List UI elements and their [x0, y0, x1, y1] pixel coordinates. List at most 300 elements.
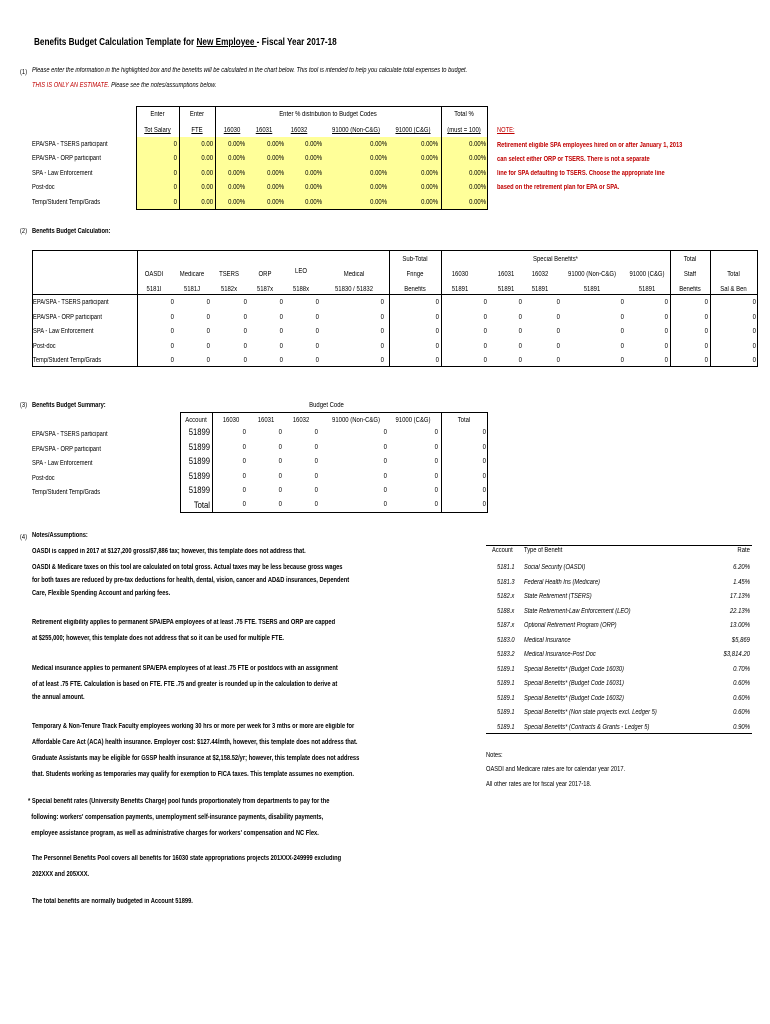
s2-cell: 0: [243, 357, 247, 364]
rate-type: State Retirement (TSERS): [524, 593, 592, 600]
s3-cell: 0: [278, 429, 282, 436]
s2-cell: 0: [243, 343, 247, 350]
notes-line: Temporary & Non-Tenure Track Faculty employees working 30 hrs or more per week for 3 mths or more are eligible for: [32, 723, 355, 730]
s3-account: 51899: [188, 442, 210, 452]
s3-cell: 0: [434, 429, 438, 436]
s3-cell: 0: [314, 444, 318, 451]
rate-value: 6.20%: [733, 564, 750, 571]
s1-percent-input: 0.00%: [267, 155, 284, 162]
page-title: [34, 37, 337, 48]
s3-border-right: [487, 412, 488, 513]
s2-cell: 0: [620, 343, 624, 350]
s3-account: 51899: [188, 427, 210, 437]
notes-line: employee assistance program, as well as administrative charges for workers' compensation and NC Flex.: [31, 830, 319, 837]
notes-line: The total benefits are normally budgeted in Account 51899.: [32, 898, 193, 905]
rates-note-2: All other rates are for fiscal year 2017-18.: [486, 781, 592, 788]
s2-cell: 0: [279, 343, 283, 350]
s3-row-label: SPA - Law Enforcement: [32, 460, 93, 467]
notes-line: following: workers' compensation payments, unemployment self-insurance payments, disability payments,: [31, 814, 324, 821]
s2-divider-label: [137, 250, 138, 367]
s2-cell: 0: [556, 328, 560, 335]
note-line-4: based on the retirement plan for EPA or SPA.: [497, 184, 620, 191]
rate-type: Social Security (OASDI): [524, 564, 586, 571]
section2-heading: Benefits Budget Calculation:: [32, 228, 111, 235]
s3-account: 51899: [188, 456, 210, 466]
s2-cell: 0: [664, 357, 668, 364]
s3-cell: 0: [383, 487, 387, 494]
s2-divider-sub: [389, 250, 390, 367]
rate-account: 5189.1: [497, 665, 515, 673]
s2-cell: 0: [752, 357, 756, 364]
s3-cell: 0: [482, 473, 486, 480]
notes-line: OASDI is capped in 2017 at $127,200 gross/$7,886 tax; however, this template does not address that.: [32, 548, 306, 555]
s2-cell: 0: [518, 343, 522, 350]
s2-header-salben2: Sal & Ben: [720, 286, 747, 293]
s1-header-must: (must = 100): [447, 127, 481, 134]
s2-cell: 0: [243, 314, 247, 321]
s3-cell: 0: [242, 444, 246, 451]
s2-cell: 0: [620, 299, 624, 306]
s2-cell: 0: [704, 328, 708, 335]
s2-header-total1: Total: [683, 256, 697, 263]
notes-paragraph-oasdi: [32, 545, 349, 600]
s2-cell: 0: [170, 299, 174, 306]
rate-account: 5188.x: [497, 607, 515, 615]
s3-total-label: Total: [193, 500, 210, 510]
s1-percent-input: 0.00%: [370, 141, 387, 148]
s2-cell: 0: [483, 328, 487, 335]
s2-header-subtotal1: Sub-Total: [402, 256, 428, 263]
s1-percent-input: 0.00%: [305, 141, 322, 148]
s1-row-label: Temp/Student Temp/Grads: [32, 199, 101, 206]
s2-cell: 0: [435, 299, 439, 306]
s3-total-cell: 0: [383, 501, 387, 508]
s2-cell: 0: [170, 343, 174, 350]
s1-percent-input: 0.00%: [267, 141, 284, 148]
rate-type: Special Benefits* (Budget Code 16032): [524, 694, 624, 702]
s2-cell: 0: [752, 343, 756, 350]
s2-cell: 0: [380, 314, 384, 321]
section4-number: (4): [20, 534, 28, 541]
s2-border-top: [32, 250, 758, 251]
title-suffix: - Fiscal Year 2017-18: [256, 37, 337, 48]
s3-cell: 0: [383, 429, 387, 436]
s2-cell: 0: [315, 328, 319, 335]
s1-percent-input: 0.00%: [370, 184, 387, 191]
rate-value: 17.13%: [729, 593, 750, 600]
s2-cell: 0: [206, 299, 210, 306]
s3-cell: 0: [242, 473, 246, 480]
s2-header-leo: LEO: [295, 268, 307, 275]
s3-cell: 0: [242, 458, 246, 465]
s2-cell: 0: [435, 314, 439, 321]
section1-number: (1): [20, 69, 28, 76]
s2-header-s-16031-code: 51891: [497, 286, 515, 293]
s3-row-label: Post-doc: [32, 475, 55, 482]
s3-header-16032: 16032: [292, 417, 310, 424]
s2-header-total3: Benefits: [679, 286, 701, 293]
rates-border-bottom: [486, 733, 752, 734]
s1-salary-input: 0: [173, 141, 177, 148]
rate-type: Special Benefits* (Budget Code 16030): [524, 665, 624, 673]
s2-cell: 0: [518, 314, 522, 321]
notes-line: the annual amount.: [32, 694, 85, 701]
rate-value: 1.45%: [733, 578, 750, 586]
s3-total-cell: 0: [434, 501, 438, 508]
s3-account: 51899: [188, 471, 210, 481]
s3-cell: 0: [434, 444, 438, 451]
title-prefix: Benefits Budget Calculation Template for: [34, 37, 197, 48]
s1-header-enter2: Enter: [189, 111, 205, 118]
s1-percent-input: 0.00%: [370, 199, 387, 206]
notes-paragraph-retirement: [32, 616, 335, 645]
notes-line: 202XXX and 205XXX.: [32, 871, 90, 878]
rate-account: 5189.1: [497, 680, 515, 687]
s2-cell: 0: [380, 328, 384, 335]
s1-header-91000-noncg: 91000 (Non-C&G): [332, 127, 380, 134]
s2-border-bottom: [32, 366, 758, 367]
s1-fte-input: 0.00: [201, 141, 213, 148]
notes-line: * Special benefit rates (University Benefits Charge) pool funds proportionately from departments to pay for the: [28, 798, 330, 805]
s1-header-16032: 16032: [290, 127, 308, 134]
s2-cell: 0: [279, 314, 283, 321]
s2-header-s-16030: 16030: [451, 271, 469, 278]
s2-header-s-16031: 16031: [497, 271, 515, 278]
s2-header-s-noncg: 91000 (Non-C&G): [568, 271, 616, 278]
notes-line: Retirement eligibility applies to permanent SPA/EPA employees of at least .75 FTE. TSERS and ORP are capped: [32, 619, 336, 626]
s1-divider-2: [215, 106, 216, 210]
s2-cell: 0: [556, 314, 560, 321]
s2-header-oasdi: OASDI: [144, 271, 164, 278]
s2-row-label: EPA/SPA - TSERS participant: [33, 299, 109, 306]
s3-cell: 0: [434, 458, 438, 465]
notes-line: Care, Flexible Spending Account and parking fees.: [32, 590, 171, 597]
s3-total-cell: 0: [278, 501, 282, 508]
s2-row-label: Post-doc: [33, 343, 56, 350]
s1-row-label: EPA/SPA - TSERS participant: [32, 141, 108, 148]
section2-number: (2): [20, 228, 28, 235]
s3-account: 51899: [188, 485, 210, 495]
s3-total-cell: 0: [314, 501, 318, 508]
s2-header-oasdi-code: 5181I: [146, 286, 162, 293]
s1-header-distribution: Enter % distribution to Budget Codes: [279, 111, 377, 118]
s2-header-s-16030-code: 51891: [451, 286, 469, 293]
s1-header-enter1: Enter: [150, 111, 165, 118]
s2-cell: 0: [170, 357, 174, 364]
s1-percent-input: 0.00%: [305, 155, 322, 162]
s3-cell: 0: [383, 473, 387, 480]
notes-paragraph-special-benefits: [28, 795, 329, 840]
s3-cell: 0: [482, 458, 486, 465]
s3-header-budget-code: Budget Code: [309, 402, 344, 409]
s1-divider-1: [179, 106, 180, 210]
s1-percent-input: 0.00%: [370, 170, 387, 177]
s2-divider-total: [670, 250, 671, 367]
section3-number: (3): [20, 402, 28, 409]
s1-total-percent: 0.00%: [469, 170, 486, 177]
s2-row-label: SPA - Law Enforcement: [33, 328, 94, 335]
s2-cell: 0: [279, 357, 283, 364]
s2-cell: 0: [518, 299, 522, 306]
s3-cell: 0: [278, 487, 282, 494]
s2-header-s-16032: 16032: [531, 271, 549, 278]
s2-cell: 0: [279, 328, 283, 335]
rate-account: 5183.0: [497, 636, 515, 644]
s2-cell: 0: [435, 328, 439, 335]
s2-cell: 0: [620, 314, 624, 321]
s3-cell: 0: [278, 458, 282, 465]
s2-cell: 0: [704, 299, 708, 306]
s2-cell: 0: [518, 357, 522, 364]
rate-type: State Retirement-Law Enforcement (LEO): [524, 607, 631, 615]
section4-heading: Notes/Assumptions:: [32, 532, 88, 539]
s3-cell: 0: [482, 487, 486, 494]
rate-type: Medical Insurance-Post Doc: [524, 651, 596, 658]
notes-line: at $255,000; however, this template does not address that so it can be used for multiple FTE.: [32, 635, 284, 642]
s2-cell: 0: [664, 328, 668, 335]
notes-line: Medical insurance applies to permanent SPA/EPA employees of at least .75 FTE or postdocs with an assignment: [32, 665, 338, 672]
notes-line: Graduate Assistants may be eligible for GSSP health insurance at $2,158.52/yr; however, this template does not address: [32, 755, 360, 762]
s1-percent-input: 0.00%: [267, 184, 284, 191]
s2-header-s-cg-code: 51891: [638, 286, 656, 293]
notes-paragraph-pool: [32, 852, 341, 881]
rate-type: Special Benefits* (Budget Code 16031): [524, 680, 624, 687]
s1-fte-input: 0.00: [201, 184, 213, 191]
estimate-warning: THIS IS ONLY AN ESTIMATE.: [32, 82, 110, 89]
s1-salary-input: 0: [173, 170, 177, 177]
s1-percent-input: 0.00%: [228, 184, 245, 191]
s1-header-91000-cg: 91000 (C&G): [395, 127, 431, 134]
s3-cell: 0: [434, 487, 438, 494]
s2-header-s-noncg-code: 51891: [583, 286, 601, 293]
s2-cell: 0: [664, 314, 668, 321]
rates-note-1: OASDI and Medicare rates are for calendar year 2017.: [486, 766, 626, 773]
s2-cell: 0: [483, 314, 487, 321]
s1-border-top: [136, 106, 488, 107]
s3-cell: 0: [482, 429, 486, 436]
s3-divider-account: [212, 412, 213, 513]
s3-row-label: EPA/SPA - ORP participant: [32, 446, 101, 453]
rate-value: $5,869: [731, 636, 750, 644]
section1-instruction: Please enter the information in the highlighted box and the benefits will be calculated in the chart below. This tool is intended to help you calculate total expenses to budget.: [32, 67, 468, 74]
s2-header-leo-code: 5188x: [292, 286, 310, 293]
s2-cell: 0: [315, 314, 319, 321]
rate-type: Federal Health Ins (Medicare): [524, 578, 600, 586]
rate-account: 5189.1: [497, 694, 515, 702]
s2-cell: 0: [556, 357, 560, 364]
s1-fte-input: 0.00: [201, 170, 213, 177]
s1-percent-input: 0.00%: [228, 199, 245, 206]
s3-divider-total: [441, 412, 442, 513]
s3-cell: 0: [383, 458, 387, 465]
s1-salary-input: 0: [173, 184, 177, 191]
s2-cell: 0: [315, 357, 319, 364]
s3-cell: 0: [242, 429, 246, 436]
s3-header-16031: 16031: [257, 417, 275, 424]
s1-percent-input: 0.00%: [228, 170, 245, 177]
rates-header-rate: Rate: [737, 547, 750, 554]
rates-header-account: Account: [492, 547, 513, 554]
s2-header-medical: Medical: [343, 271, 365, 278]
s2-header-orp: ORP: [258, 271, 272, 278]
s3-cell: 0: [314, 473, 318, 480]
s1-total-percent: 0.00%: [469, 141, 486, 148]
s2-header-salben1: Total: [727, 271, 740, 278]
notes-paragraph-account: [32, 895, 193, 908]
s2-header-tsers: TSERS: [219, 271, 239, 278]
s2-divider-special: [441, 250, 442, 367]
s2-cell: 0: [620, 328, 624, 335]
s2-cell: 0: [704, 357, 708, 364]
rates-notes-title: Notes:: [486, 752, 503, 759]
s3-header-total: Total: [457, 417, 471, 424]
rate-account: 5181.1: [497, 564, 515, 571]
notes-paragraph-temporary: [32, 720, 359, 781]
note-line-1: Retirement eligible SPA employees hired on or after January 1, 2013: [497, 142, 683, 149]
s3-header-16030: 16030: [222, 417, 240, 424]
s2-cell: 0: [483, 357, 487, 364]
s3-header-account: Account: [185, 417, 207, 424]
s1-percent-input: 0.00%: [267, 170, 284, 177]
s1-border-right: [487, 106, 488, 210]
s2-cell: 0: [170, 314, 174, 321]
s1-percent-input: 0.00%: [305, 184, 322, 191]
notes-line: that. Students working as temporaries may qualify for exemption to FICA taxes. This template assumes no exemption.: [32, 771, 354, 778]
s1-fte-input: 0.00: [201, 199, 213, 206]
s2-header-subtotal3: Benefits: [404, 286, 426, 293]
s3-cell: 0: [314, 487, 318, 494]
rate-account: 5181.3: [497, 578, 515, 586]
s2-cell: 0: [704, 343, 708, 350]
s1-fte-input: 0.00: [201, 155, 213, 162]
rate-type: Special Benefits* (Non state projects excl. Ledger 5): [524, 709, 657, 716]
s1-salary-input: 0: [173, 155, 177, 162]
rate-value: 0.60%: [733, 680, 750, 687]
rate-type: Special Benefits* (Contracts & Grants - Ledger 5): [524, 723, 650, 731]
s1-salary-input: 0: [173, 199, 177, 206]
rate-account: 5183.2: [497, 651, 515, 658]
s2-header-medical-code: 51830 / 51832: [334, 286, 374, 293]
s2-cell: 0: [380, 299, 384, 306]
s1-row-label: Post-doc: [32, 184, 55, 191]
see-notes: Please see the notes/assumptions below.: [109, 82, 217, 89]
s1-percent-input: 0.00%: [421, 141, 438, 148]
notes-line: The Personnel Benefits Pool covers all benefits for 16030 state appropriations projects 201XXX-249999 excluding: [32, 855, 342, 862]
s1-header-16030: 16030: [223, 127, 241, 134]
s3-border-left: [180, 412, 181, 513]
s2-cell: 0: [483, 299, 487, 306]
s2-cell: 0: [752, 314, 756, 321]
section1-estimate-line: [32, 81, 216, 90]
rate-type: Medical Insurance: [524, 636, 571, 644]
rate-account: 5182.x: [497, 593, 515, 600]
s2-row-label: EPA/SPA - ORP participant: [33, 314, 102, 321]
s2-cell: 0: [206, 343, 210, 350]
s2-cell: 0: [435, 343, 439, 350]
s2-cell: 0: [380, 343, 384, 350]
title-underlined: New Employee: [196, 37, 257, 48]
s2-cell: 0: [556, 299, 560, 306]
rate-account: 5189.1: [497, 723, 515, 731]
s2-header-special: Special Benefits*: [533, 256, 578, 263]
s2-border-right: [757, 250, 758, 367]
s3-cell: 0: [278, 444, 282, 451]
note-line-3: line for SPA defaulting to TSERS. Choose the appropriate line: [497, 170, 665, 177]
s1-percent-input: 0.00%: [421, 199, 438, 206]
s2-cell: 0: [664, 299, 668, 306]
s2-header-total2: Staff: [683, 271, 697, 278]
s1-divider-3: [441, 106, 442, 210]
s2-cell: 0: [483, 343, 487, 350]
s2-header-tsers-code: 5182x: [220, 286, 238, 293]
s1-percent-input: 0.00%: [305, 170, 322, 177]
s3-cell: 0: [278, 473, 282, 480]
s2-cell: 0: [380, 357, 384, 364]
s1-percent-input: 0.00%: [370, 155, 387, 162]
s1-percent-input: 0.00%: [421, 184, 438, 191]
s2-row-label: Temp/Student Temp/Grads: [33, 357, 102, 364]
s2-cell: 0: [279, 299, 283, 306]
s2-cell: 0: [704, 314, 708, 321]
s2-cell: 0: [170, 328, 174, 335]
s3-row-label: EPA/SPA - TSERS participant: [32, 431, 108, 438]
notes-line: of at least .75 FTE. Calculation is based on FTE. FTE .75 and greater is rounded up in the calculation to derive at: [32, 681, 338, 688]
s2-header-medicare-code: 5181J: [183, 286, 201, 293]
s3-cell: 0: [314, 458, 318, 465]
s2-cell: 0: [556, 343, 560, 350]
notes-line: Affordable Care Act (ACA) health insurance. Employer cost: $127.44/mth, however, this template does not address that.: [32, 739, 358, 746]
rate-value: 0.60%: [733, 709, 750, 716]
s3-cell: 0: [314, 429, 318, 436]
rate-value: 0.90%: [733, 723, 750, 731]
s2-cell: 0: [620, 357, 624, 364]
s1-percent-input: 0.00%: [305, 199, 322, 206]
s1-header-16031: 16031: [255, 127, 273, 134]
s3-cell: 0: [482, 444, 486, 451]
s2-header-s-16032-code: 51891: [531, 286, 549, 293]
s2-cell: 0: [752, 328, 756, 335]
s1-percent-input: 0.00%: [267, 199, 284, 206]
s1-header-total: Total %: [454, 111, 474, 118]
s1-row-label: SPA - Law Enforcement: [32, 170, 93, 177]
s3-total-cell: 0: [242, 501, 246, 508]
section3-heading: Benefits Budget Summary:: [32, 402, 106, 409]
s2-cell: 0: [518, 328, 522, 335]
rate-value: 0.60%: [733, 694, 750, 702]
s2-cell: 0: [752, 299, 756, 306]
s3-header-91000-cg: 91000 (C&G): [395, 417, 431, 424]
rate-value: 22.13%: [729, 607, 750, 615]
s2-cell: 0: [206, 357, 210, 364]
s3-header-91000-noncg: 91000 (Non-C&G): [332, 417, 380, 424]
s1-percent-input: 0.00%: [421, 170, 438, 177]
notes-paragraph-medical: [32, 662, 338, 704]
s2-header-bottom: [32, 294, 758, 295]
s2-header-subtotal2: Fringe: [406, 271, 424, 278]
s2-cell: 0: [435, 357, 439, 364]
s1-percent-input: 0.00%: [228, 141, 245, 148]
s1-percent-input: 0.00%: [228, 155, 245, 162]
s3-cell: 0: [383, 444, 387, 451]
s2-cell: 0: [206, 328, 210, 335]
s3-row-label: Temp/Student Temp/Grads: [32, 489, 101, 496]
s3-total-cell: 0: [482, 501, 486, 508]
notes-line: for both taxes are reduced by pre-tax deductions for health, dental, vision, cancer and AD&D insurances, Dependent: [32, 577, 350, 584]
note-line-2: can select either ORP or TSERS. There is not a separate: [497, 156, 650, 163]
s1-percent-input: 0.00%: [421, 155, 438, 162]
s2-divider-salben: [710, 250, 711, 367]
s1-header-fte: FTE: [191, 127, 203, 134]
